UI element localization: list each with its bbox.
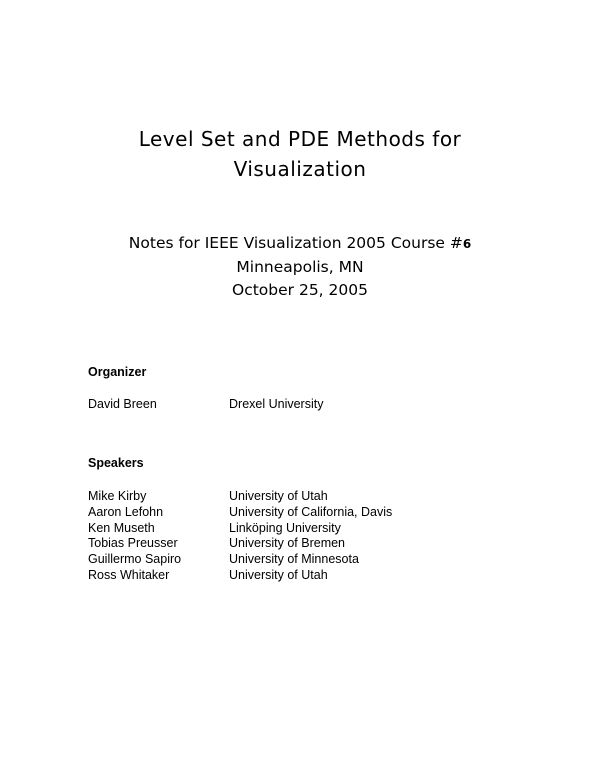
organizer-list bbox=[88, 397, 323, 413]
title-line-1: Level Set and PDE Methods for bbox=[138, 127, 462, 151]
speaker-row bbox=[88, 521, 392, 537]
course-info bbox=[0, 232, 600, 302]
person-affiliation: Drexel University bbox=[229, 397, 324, 411]
speaker-row bbox=[88, 536, 392, 552]
person-affiliation: University of Utah bbox=[229, 567, 328, 582]
person-name: David Breen bbox=[88, 397, 157, 411]
person-affiliation: University of Bremen bbox=[229, 536, 346, 551]
speakers-heading: Speakers bbox=[88, 456, 144, 470]
speaker-row bbox=[88, 489, 392, 505]
person-affiliation: University of Minnesota bbox=[229, 552, 359, 567]
person-name: Mike Kirby bbox=[88, 489, 147, 503]
person-name: Ross Whitaker bbox=[88, 567, 170, 582]
person-affiliation: Linköping University bbox=[229, 520, 341, 535]
speaker-row bbox=[88, 552, 392, 568]
person-affiliation: University of California, Davis bbox=[229, 504, 393, 519]
speaker-row bbox=[88, 505, 392, 521]
course-date: October 25, 2005 bbox=[232, 281, 368, 299]
person-name: Tobias Preusser bbox=[88, 536, 178, 551]
course-location: Minneapolis, MN bbox=[236, 258, 364, 276]
person-name: Aaron Lefohn bbox=[88, 504, 164, 519]
person-name: Ken Museth bbox=[88, 520, 155, 535]
course-number: 6 bbox=[462, 237, 472, 251]
organizer-row bbox=[88, 397, 323, 413]
organizer-heading: Organizer bbox=[88, 365, 147, 379]
document-title bbox=[0, 124, 600, 184]
person-affiliation: University of Utah bbox=[229, 489, 328, 503]
person-name: Guillermo Sapiro bbox=[88, 552, 182, 567]
title-line-2: Visualization bbox=[233, 157, 367, 181]
speaker-row bbox=[88, 568, 392, 584]
course-notes-line bbox=[0, 232, 600, 256]
course-notes-prefix: Notes for IEEE Visualization 2005 Course # bbox=[128, 234, 463, 252]
speakers-list bbox=[88, 489, 392, 584]
